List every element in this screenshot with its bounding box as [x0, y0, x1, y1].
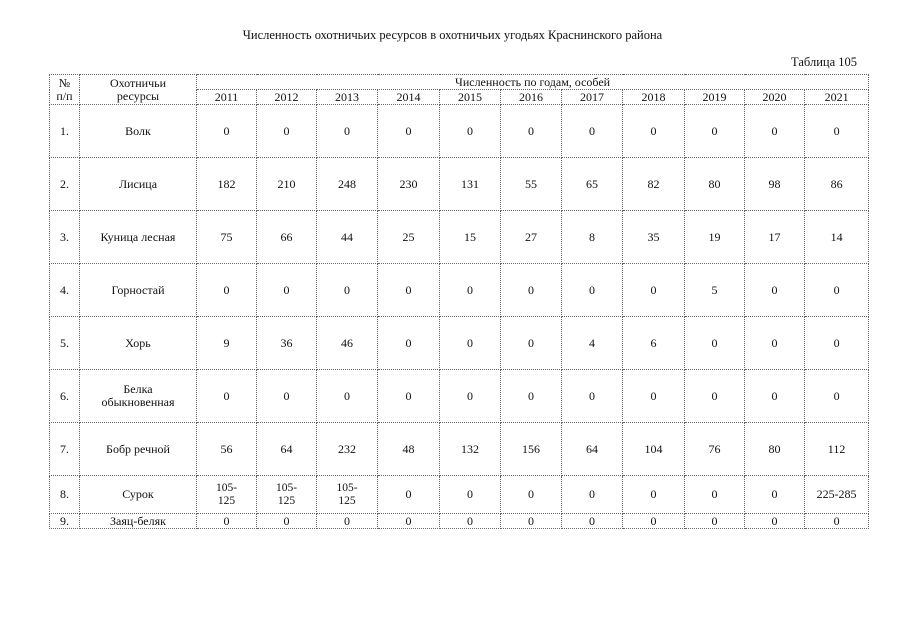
header-number-line1: №: [58, 75, 71, 90]
value-cell: 9: [197, 317, 257, 370]
value-range-start: 105-: [215, 481, 238, 494]
value-cell: 104: [623, 423, 685, 476]
value-cell: 0: [745, 476, 805, 514]
value-cell: 80: [745, 423, 805, 476]
value-cell: 0: [440, 317, 501, 370]
table-row: [50, 105, 869, 158]
value-cell: 0: [501, 264, 562, 317]
value-cell: [257, 476, 317, 514]
value-cell: 0: [440, 105, 501, 158]
value-cell: 0: [378, 514, 440, 529]
value-cell: 65: [562, 158, 623, 211]
value-cell: 210: [257, 158, 317, 211]
table-row: [50, 211, 869, 264]
value-cell: 0: [562, 370, 623, 423]
header-resource-line2: ресурсы: [116, 88, 160, 103]
value-cell: 131: [440, 158, 501, 211]
table-row: [50, 476, 869, 514]
value-cell: 46: [317, 317, 378, 370]
header-year: 2016: [501, 90, 562, 105]
value-cell: 0: [562, 476, 623, 514]
value-cell: [197, 476, 257, 514]
value-cell: 0: [378, 370, 440, 423]
value-cell: 64: [562, 423, 623, 476]
resource-name-line2: обыкновенная: [101, 395, 175, 409]
value-range-end: 125: [277, 494, 296, 507]
value-cell: 0: [501, 514, 562, 529]
value-range-end: 125: [217, 494, 236, 507]
value-cell: 0: [197, 105, 257, 158]
value-cell: 0: [440, 476, 501, 514]
value-cell: 27: [501, 211, 562, 264]
resource-name: Горностай: [80, 264, 197, 317]
header-year: 2014: [378, 90, 440, 105]
value-cell: 6: [623, 317, 685, 370]
header-number-line2: п/п: [56, 88, 73, 103]
value-cell: 55: [501, 158, 562, 211]
value-cell: 0: [440, 370, 501, 423]
value-cell: 0: [745, 514, 805, 529]
value-cell: 232: [317, 423, 378, 476]
value-cell: 48: [378, 423, 440, 476]
value-cell: 44: [317, 211, 378, 264]
header-resource: [80, 75, 197, 105]
value-cell: 19: [685, 211, 745, 264]
value-cell: 0: [257, 264, 317, 317]
value-cell: 0: [623, 514, 685, 529]
value-cell: 36: [257, 317, 317, 370]
header-year: 2013: [317, 90, 378, 105]
value-cell: 56: [197, 423, 257, 476]
value-cell: 156: [501, 423, 562, 476]
value-cell: 98: [745, 158, 805, 211]
value-cell: [317, 476, 378, 514]
value-cell: 0: [623, 476, 685, 514]
value-cell: 0: [685, 476, 745, 514]
value-cell: 15: [440, 211, 501, 264]
value-cell: 112: [805, 423, 869, 476]
resource-name: Куница лесная: [80, 211, 197, 264]
value-cell: 0: [378, 317, 440, 370]
table-row: [50, 158, 869, 211]
value-cell: 14: [805, 211, 869, 264]
value-cell: 0: [623, 370, 685, 423]
value-cell: 0: [685, 317, 745, 370]
header-year: 2019: [685, 90, 745, 105]
row-number: 3.: [50, 211, 80, 264]
header-year: 2021: [805, 90, 869, 105]
header-year: 2020: [745, 90, 805, 105]
row-number: 8.: [50, 476, 80, 514]
value-cell: 80: [685, 158, 745, 211]
value-cell: 132: [440, 423, 501, 476]
value-cell: 225-285: [805, 476, 869, 514]
value-cell: 75: [197, 211, 257, 264]
value-cell: 248: [317, 158, 378, 211]
value-cell: 0: [257, 370, 317, 423]
value-cell: 0: [317, 105, 378, 158]
resource-name: Волк: [80, 105, 197, 158]
table-row: [50, 264, 869, 317]
value-cell: 82: [623, 158, 685, 211]
value-cell: 0: [623, 264, 685, 317]
row-number: 1.: [50, 105, 80, 158]
row-number: 5.: [50, 317, 80, 370]
table-number: Таблица 105: [791, 55, 857, 69]
value-cell: 8: [562, 211, 623, 264]
resource-name: Заяц-беляк: [80, 514, 197, 529]
value-cell: 0: [440, 514, 501, 529]
value-cell: 0: [317, 370, 378, 423]
value-cell: 0: [378, 105, 440, 158]
value-cell: 0: [257, 105, 317, 158]
value-cell: 0: [501, 370, 562, 423]
resource-name: [80, 370, 197, 423]
value-cell: 0: [257, 514, 317, 529]
value-cell: 0: [685, 514, 745, 529]
value-cell: 76: [685, 423, 745, 476]
header-year: 2017: [562, 90, 623, 105]
value-cell: 0: [805, 105, 869, 158]
value-range-end: 125: [338, 494, 356, 507]
value-cell: 0: [745, 264, 805, 317]
resource-name: Бобр речной: [80, 423, 197, 476]
value-cell: 0: [317, 514, 378, 529]
value-cell: 182: [197, 158, 257, 211]
value-cell: 0: [805, 317, 869, 370]
row-number: 2.: [50, 158, 80, 211]
header-year: 2011: [197, 90, 257, 105]
value-cell: 0: [501, 105, 562, 158]
value-cell: 0: [805, 514, 869, 529]
value-cell: 35: [623, 211, 685, 264]
value-cell: 0: [197, 264, 257, 317]
value-cell: 0: [562, 264, 623, 317]
value-cell: 0: [440, 264, 501, 317]
document-title: Численность охотничьих ресурсов в охотничьих угодьях Краснинского района: [242, 28, 663, 42]
value-cell: 0: [685, 105, 745, 158]
value-cell: 0: [685, 370, 745, 423]
header-number: [50, 75, 80, 105]
value-cell: 66: [257, 211, 317, 264]
table-row: [50, 423, 869, 476]
value-cell: 0: [562, 105, 623, 158]
value-cell: 0: [197, 514, 257, 529]
value-cell: 0: [805, 370, 869, 423]
resource-name-line1: Белка: [123, 382, 153, 396]
value-cell: 230: [378, 158, 440, 211]
value-cell: 4: [562, 317, 623, 370]
header-year: 2018: [623, 90, 685, 105]
value-cell: 0: [378, 476, 440, 514]
header-group: Численность по годам, особей: [197, 75, 869, 90]
table-row: [50, 317, 869, 370]
resource-name: Хорь: [80, 317, 197, 370]
value-cell: 0: [501, 317, 562, 370]
value-cell: 0: [501, 476, 562, 514]
row-number: 9.: [50, 514, 80, 529]
value-cell: 0: [562, 514, 623, 529]
population-table: [49, 74, 869, 529]
resource-name: Сурок: [80, 476, 197, 514]
value-cell: 0: [197, 370, 257, 423]
header-year: 2012: [257, 90, 317, 105]
table-row: [50, 370, 869, 423]
value-range-start: 105-: [275, 481, 298, 494]
value-cell: 0: [805, 264, 869, 317]
value-cell: 0: [378, 264, 440, 317]
value-cell: 25: [378, 211, 440, 264]
value-cell: 64: [257, 423, 317, 476]
value-cell: 0: [745, 317, 805, 370]
header-resource-line1: Охотничьи: [109, 75, 167, 90]
resource-name: Лисица: [80, 158, 197, 211]
value-cell: 0: [317, 264, 378, 317]
table-body: [50, 105, 869, 529]
header-year: 2015: [440, 90, 501, 105]
row-number: 4.: [50, 264, 80, 317]
value-cell: 5: [685, 264, 745, 317]
row-number: 7.: [50, 423, 80, 476]
value-cell: 0: [623, 105, 685, 158]
value-cell: 86: [805, 158, 869, 211]
value-range-start: 105-: [336, 481, 358, 494]
header-row-top: [50, 75, 869, 90]
row-number: 6.: [50, 370, 80, 423]
value-cell: 0: [745, 105, 805, 158]
value-cell: 0: [745, 370, 805, 423]
table-row: [50, 514, 869, 529]
value-cell: 17: [745, 211, 805, 264]
